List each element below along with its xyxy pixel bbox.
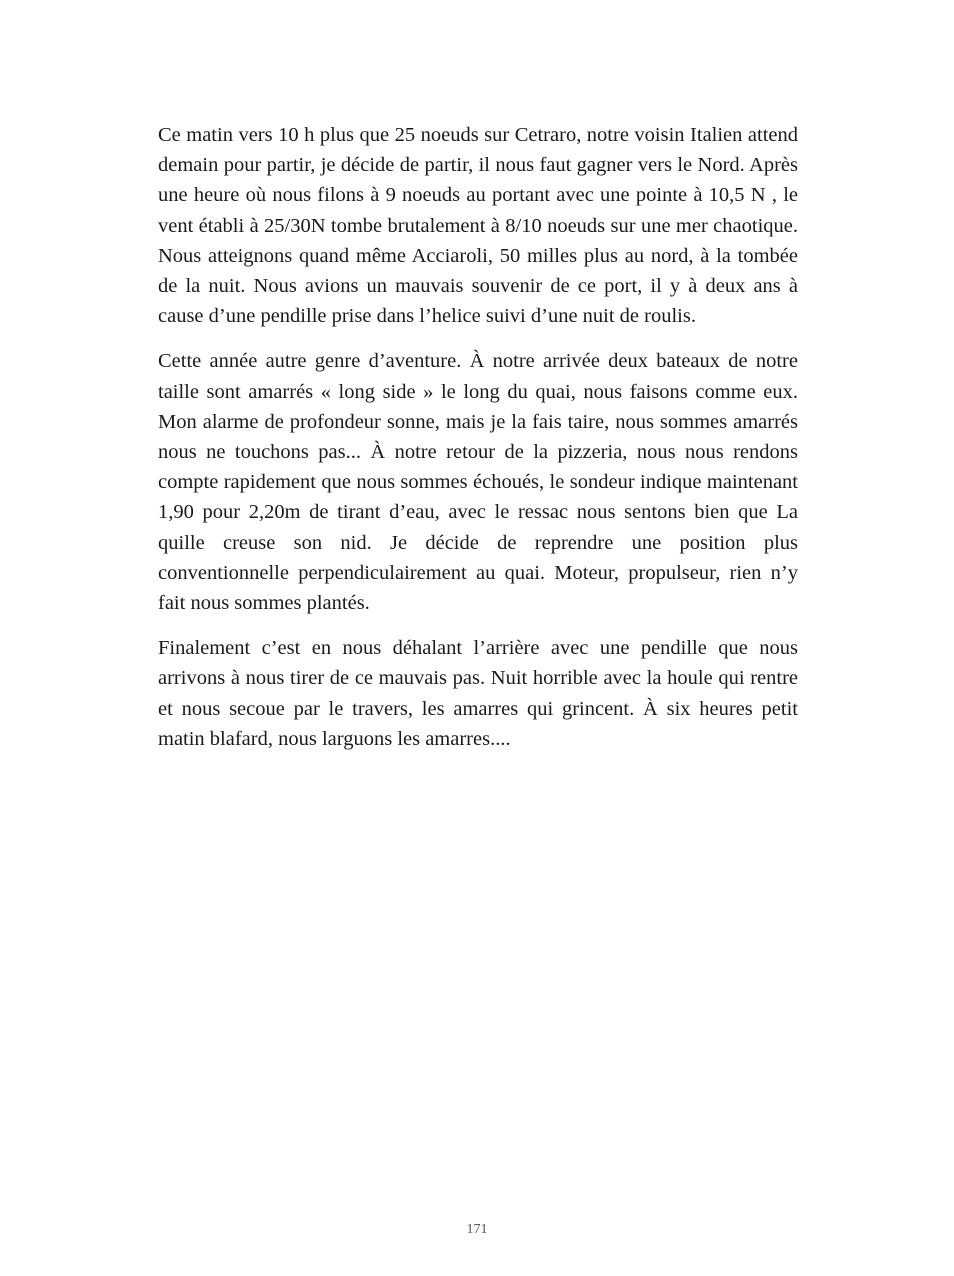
page-number: 171 — [466, 1222, 488, 1237]
paragraph-1: Ce matin vers 10 h plus que 25 noeuds sur Cetraro, notre voisin Italien attend demain pour partir, je décide de partir, il nous faut gagner vers le Nord. Après une heure où nous filons à 9 noeuds au portant avec une pointe à 10,5 N , le vent établi à 25/30N tombe brutalement à 8/10 noeuds sur une mer chaotique. Nous atteignons quand même Acciaroli, 50 milles plus au nord, à la tombée de la nuit. Nous avions un mauvais souvenir de ce port, il y à deux ans à cause d’une pendille prise dans l’helice suivi d’une nuit de roulis. — [158, 124, 798, 328]
paragraph-3: Finalement c’est en nous déhalant l’arrière avec une pendille que nous arrivons à nous tirer de ce mauvais pas. Nuit horrible avec la houle qui rentre et nous secoue par le travers, les amarres qui grincent. À six heures petit matin blafard, nous larguons les amarres.... — [158, 637, 798, 750]
paragraph-2: Cette année autre genre d’aventure. À notre arrivée deux bateaux de notre taille sont amarrés « long side » le long du quai, nous faisons comme eux. Mon alarme de profondeur sonne, mais je la fais taire, nous sommes amarrés nous ne touchons pas... À notre retour de la pizzeria, nous nous rendons compte rapidement que nous sommes échoués, le sondeur indique maintenant 1,90 pour 2,20m de tirant d’eau, avec le ressac nous sentons bien que La quille creuse son nid. Je décide de reprendre une position plus conventionnelle perpendiculairement au quai. Moteur, propulseur, rien n’y fait nous sommes plantés. — [158, 350, 798, 615]
body-text — [158, 120, 798, 769]
